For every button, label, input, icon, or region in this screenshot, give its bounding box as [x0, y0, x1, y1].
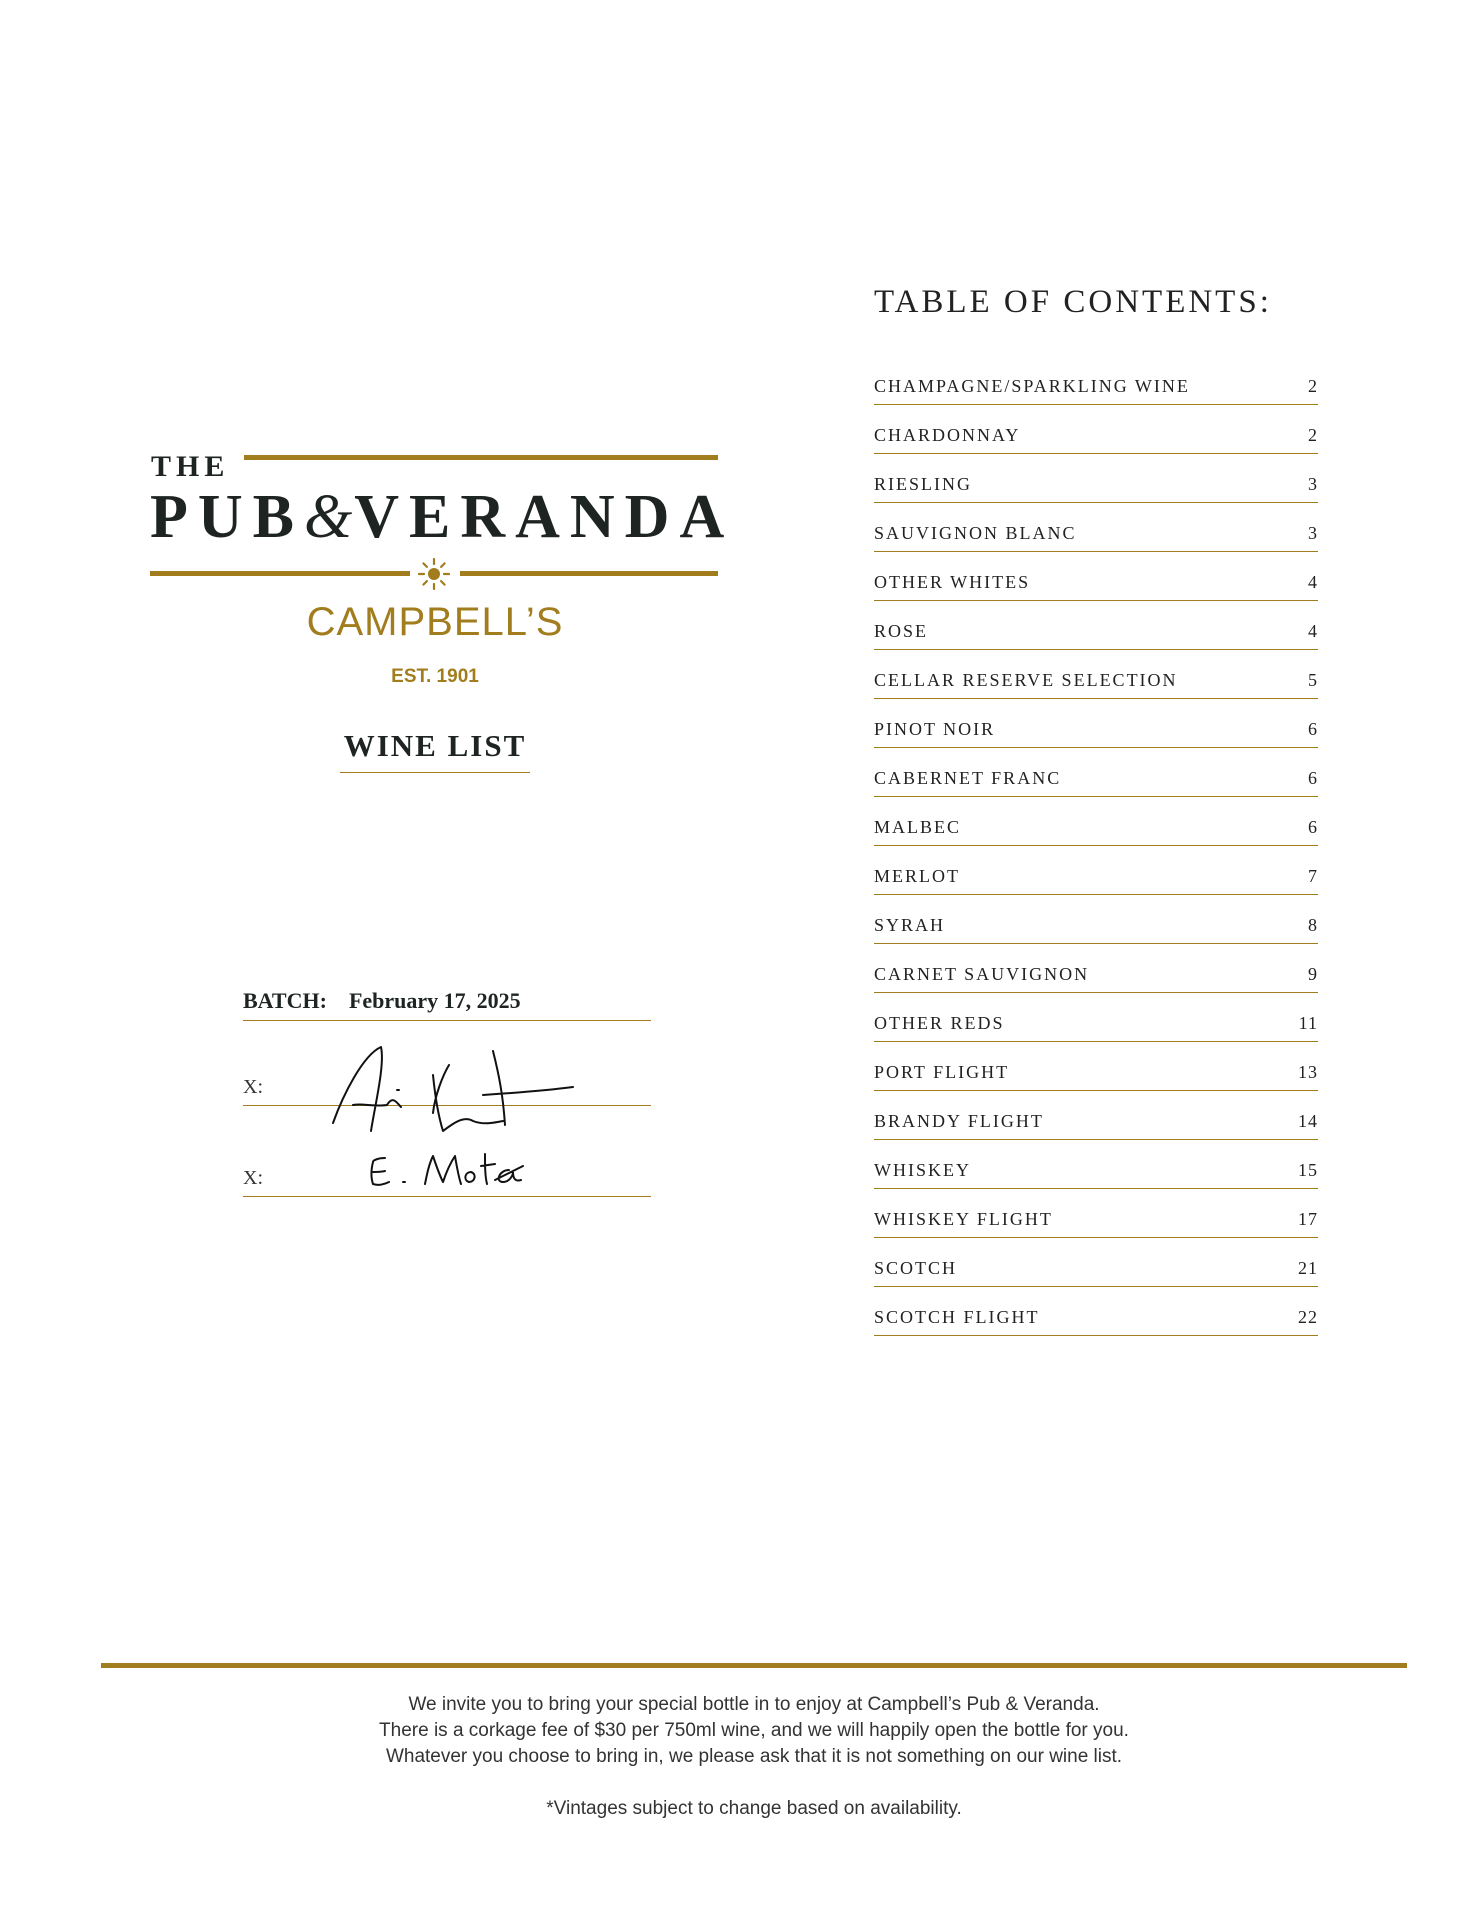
toc-page-number: 6: [1308, 719, 1318, 739]
toc-label: CHAMPAGNE/SPARKLING WINE: [874, 376, 1190, 396]
toc-label: WHISKEY: [874, 1160, 971, 1180]
toc-page-number: 6: [1308, 817, 1318, 837]
signature-2: [363, 1146, 563, 1196]
table-of-contents: [874, 357, 1318, 1337]
toc-row[interactable]: [874, 945, 1318, 993]
toc-row[interactable]: [874, 1141, 1318, 1189]
signature-line-2: [243, 1136, 651, 1197]
toc-row[interactable]: [874, 1239, 1318, 1287]
toc-page-number: 3: [1308, 474, 1318, 494]
toc-page-number: 21: [1298, 1258, 1318, 1278]
toc-row[interactable]: [874, 1092, 1318, 1140]
toc-page-number: 4: [1308, 572, 1318, 592]
toc-page-number: 4: [1308, 621, 1318, 641]
toc-label: BRANDY FLIGHT: [874, 1111, 1044, 1131]
toc-page-number: 11: [1298, 1013, 1318, 1033]
logo-rule-top: [244, 455, 718, 460]
toc-row[interactable]: [874, 455, 1318, 503]
logo-the: THE: [151, 450, 230, 483]
toc-row[interactable]: [874, 1043, 1318, 1091]
toc-row[interactable]: [874, 602, 1318, 650]
toc-label: CELLAR RESERVE SELECTION: [874, 670, 1178, 690]
logo-ampersand: &: [304, 483, 355, 551]
toc-label: OTHER WHITES: [874, 572, 1031, 592]
footer-divider: [101, 1663, 1407, 1668]
wine-list-heading: WINE LIST: [340, 728, 530, 773]
toc-page-number: 8: [1308, 915, 1318, 935]
toc-row[interactable]: [874, 357, 1318, 405]
batch-line: [243, 988, 651, 1021]
toc-label: OTHER REDS: [874, 1013, 1005, 1033]
toc-row[interactable]: [874, 1190, 1318, 1238]
toc-page-number: 5: [1308, 670, 1318, 690]
toc-row[interactable]: [874, 553, 1318, 601]
toc-row[interactable]: [874, 896, 1318, 944]
toc-row[interactable]: [874, 700, 1318, 748]
signature-mark-2: X:: [243, 1167, 263, 1189]
vintage-note: *Vintages subject to change based on availability.: [546, 1798, 962, 1819]
toc-row[interactable]: [874, 749, 1318, 797]
toc-page-number: 14: [1298, 1111, 1318, 1131]
logo-pub: PUB: [150, 483, 304, 551]
toc-label: SAUVIGNON BLANC: [874, 523, 1077, 543]
toc-label: SCOTCH: [874, 1258, 958, 1278]
corkage-notice: [101, 1692, 1407, 1770]
toc-page-number: 3: [1308, 523, 1318, 543]
logo-wordmark: [150, 483, 735, 551]
toc-label: MERLOT: [874, 866, 960, 886]
toc-label: CABERNET FRANC: [874, 768, 1062, 788]
toc-label: SYRAH: [874, 915, 946, 935]
toc-label: MALBEC: [874, 817, 962, 837]
toc-label: ROSE: [874, 621, 929, 641]
logo-established: EST. 1901: [391, 666, 479, 687]
footer-line-1: We invite you to bring your special bottle in to enjoy at Campbell’s Pub & Veranda.: [408, 1694, 1100, 1715]
toc-title: TABLE OF CONTENTS:: [874, 284, 1272, 320]
toc-row[interactable]: [874, 406, 1318, 454]
toc-page-number: 17: [1298, 1209, 1318, 1229]
batch-label: BATCH:: [243, 988, 327, 1013]
toc-row[interactable]: [874, 847, 1318, 895]
footer-line-2: There is a corkage fee of $30 per 750ml wine, and we will happily open the bottle for you.: [379, 1720, 1129, 1741]
batch-date: February 17, 2025: [348, 988, 521, 1013]
toc-label: RIESLING: [874, 474, 972, 494]
toc-label: CHARDONNAY: [874, 425, 1021, 445]
toc-label: WHISKEY FLIGHT: [874, 1209, 1053, 1229]
signature-1: [323, 1035, 583, 1135]
toc-page-number: 7: [1308, 866, 1318, 886]
toc-label: CARNET SAUVIGNON: [874, 964, 1090, 984]
toc-page-number: 15: [1298, 1160, 1318, 1180]
toc-label: SCOTCH FLIGHT: [874, 1307, 1040, 1327]
signature-mark-1: X:: [243, 1076, 263, 1098]
toc-page-number: 6: [1308, 768, 1318, 788]
toc-row[interactable]: [874, 504, 1318, 552]
logo-veranda: VERANDA: [354, 483, 735, 551]
toc-page-number: 2: [1308, 376, 1318, 396]
toc-label: PORT FLIGHT: [874, 1062, 1010, 1082]
toc-page-number: 13: [1298, 1062, 1318, 1082]
logo-rule-right: [460, 571, 718, 576]
signature-line-1: [243, 1045, 651, 1106]
sun-icon: [418, 558, 450, 590]
toc-row[interactable]: [874, 994, 1318, 1042]
toc-page-number: 9: [1308, 964, 1318, 984]
toc-label: PINOT NOIR: [874, 719, 996, 739]
toc-row[interactable]: [874, 651, 1318, 699]
logo-campbells: CAMPBELL’S: [306, 600, 564, 644]
footer-line-3: Whatever you choose to bring in, we please ask that it is not something on our wine list.: [385, 1746, 1123, 1767]
toc-page-number: 2: [1308, 425, 1318, 445]
toc-row[interactable]: [874, 798, 1318, 846]
toc-row[interactable]: [874, 1288, 1318, 1336]
toc-page-number: 22: [1298, 1307, 1318, 1327]
logo-rule-left: [150, 571, 410, 576]
